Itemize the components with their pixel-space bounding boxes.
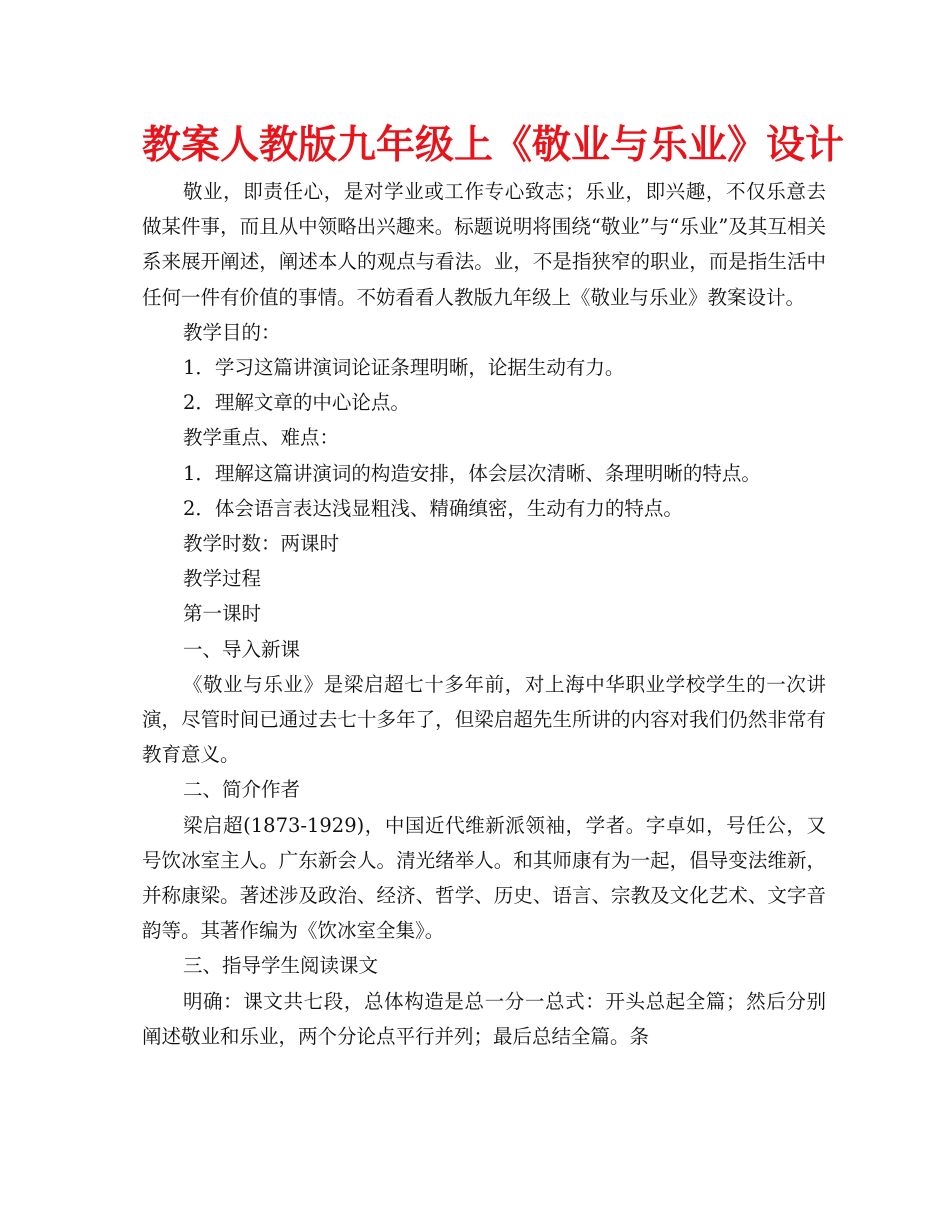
list-item-key-point-1: 1．理解这篇讲演词的构造安排，体会层次清晰、条理明晰的特点。 [182, 461, 761, 485]
paragraph-reading: 明确：课文共七段，总体构造是总一分一总式：开头总起全篇；然后分别阐述敬业和乐业，两个分论点平行并列；最后总结全篇。条 [142, 989, 826, 1048]
section-heading-reading: 三、指导学生阅读课文 [182, 954, 378, 978]
heading-teaching-goals: 教学目的： [182, 320, 281, 344]
section-heading-author: 二、简介作者 [182, 778, 300, 802]
teaching-hours: 教学时数：两课时 [182, 532, 339, 556]
list-item-goal-2: 2．理解文章的中心论点。 [182, 391, 410, 415]
heading-first-lesson: 第一课时 [182, 602, 261, 626]
list-item-key-point-2: 2．体会语言表达浅显粗浅、精确缜密，生动有力的特点。 [182, 496, 683, 520]
list-item-goal-1: 1．学习这篇讲演词论证条理明晰，论据生动有力。 [182, 356, 625, 380]
document-title: 教案人教版九年级上《敬业与乐业》设计 [142, 123, 845, 168]
paragraph-author: 梁启超(1873-1929)，中国近代维新派领袖，学者。字卓如，号任公，又号饮冰室主人。广东新会人。清光绪举人。和其师康有为一起，倡导变法维新，并称康梁。著述涉及政治、经济、哲学、历史、语言、宗教及文化艺术、文字音韵等。其著作编为《饮冰室全集》。 [142, 813, 826, 943]
paragraph-intro: 敬业，即责任心，是对学业或工作专心致志；乐业，即兴趣，不仅乐意去做某件事，而且从中领略出兴趣来。标题说明将围绕“敬业”与“乐业”及其互相关系来展开阐述，阐述本人的观点与看法。业，不是指狭窄的职业，而是指生活中任何一件有价值的事情。不妨看看人教版九年级上《敬业与乐业》教案设计。 [142, 180, 826, 309]
section-heading-introduction: 一、导入新课 [182, 637, 300, 661]
document-page [142, 118, 845, 1054]
heading-teaching-process: 教学过程 [182, 567, 261, 591]
heading-key-points: 教学重点、难点： [182, 426, 339, 450]
document-body [142, 174, 826, 1054]
paragraph-introduction: 《敬业与乐业》是梁启超七十多年前，对上海中华职业学校学生的一次讲演，尽管时间已通过去七十多年了，但梁启超先生所讲的内容对我们仍然非常有教育意义。 [142, 672, 826, 767]
